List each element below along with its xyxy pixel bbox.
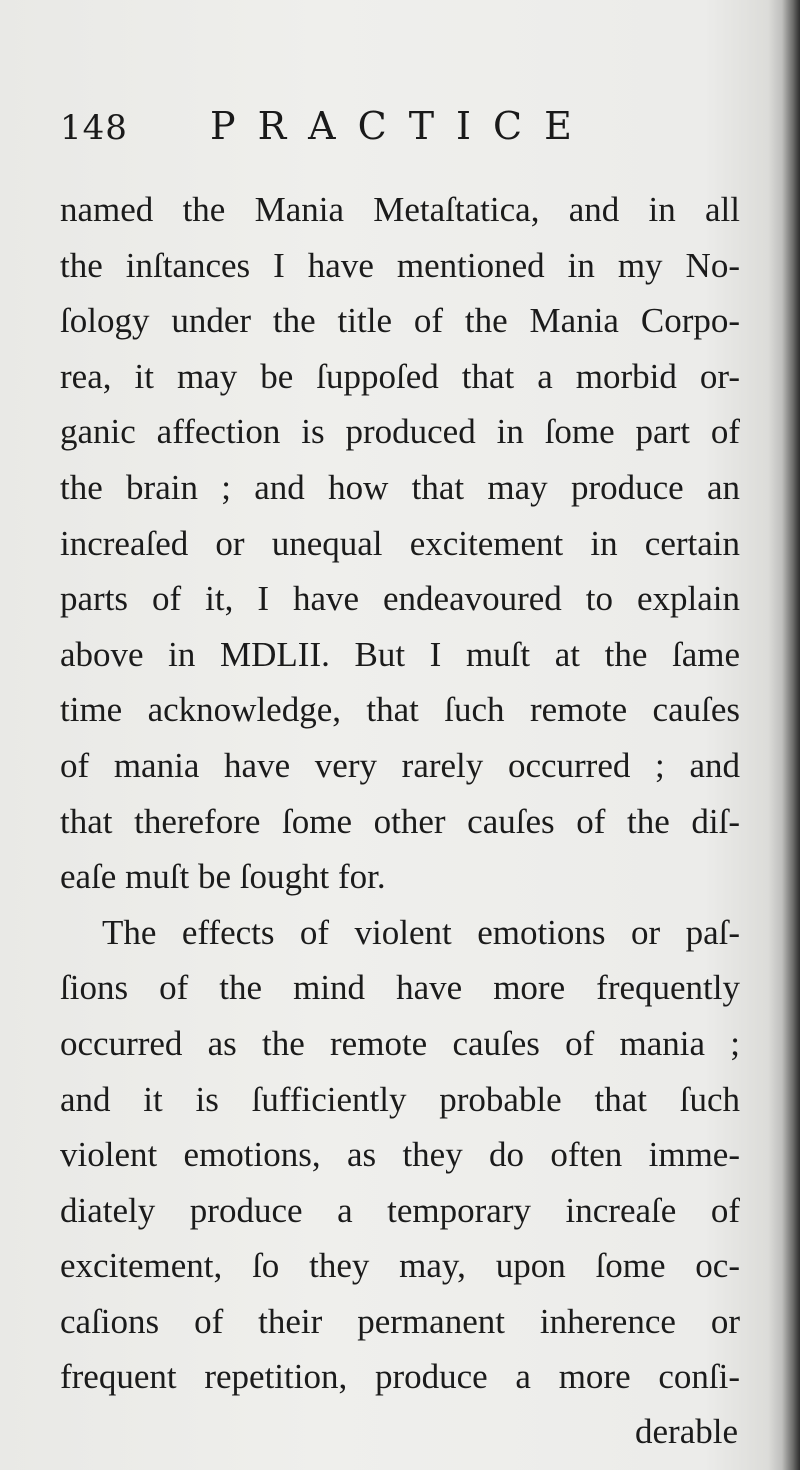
text-line: ſology under the title of the Mania Corpo- <box>60 301 740 341</box>
paragraph-1 <box>60 182 740 905</box>
catchword: derable <box>635 1412 738 1451</box>
page-header <box>60 100 740 160</box>
text-line: violent emotions, as they do often imme- <box>60 1135 740 1175</box>
text-line: ſions of the mind have more frequently <box>60 968 740 1008</box>
text-line: that therefore ſome other cauſes of the diſ- <box>60 801 740 841</box>
text-line: of mania have very rarely occurred ; and <box>60 745 740 785</box>
text-line: the inſtances I have mentioned in my No- <box>60 245 740 285</box>
text-line: ganic affection is produced in ſome part of <box>60 412 740 452</box>
body-text <box>60 182 740 1405</box>
paragraph-2 <box>60 905 740 1405</box>
text-line: excitement, ſo they may, upon ſome oc- <box>60 1246 740 1286</box>
text-line: above in MDLII. But I muſt at the ſame <box>60 634 740 674</box>
text-line: increaſed or unequal excitement in certain <box>60 523 740 563</box>
text-line: the brain ; and how that may produce an <box>60 467 740 507</box>
text-line: The effects of violent emotions or paſ- <box>102 912 740 952</box>
text-line: frequent repetition, produce a more conſi- <box>60 1357 740 1397</box>
text-line: parts of it, I have endeavoured to explain <box>60 579 740 619</box>
text-line: caſions of their permanent inherence or <box>60 1301 740 1341</box>
text-line: eaſe muſt be ſought for. <box>60 857 386 897</box>
text-line: named the Mania Metaſtatica, and in all <box>60 190 740 229</box>
running-head: PRACTICE <box>210 104 594 148</box>
text-line: rea, it may be ſuppoſed that a morbid or- <box>60 356 740 396</box>
text-line: occurred as the remote cauſes of mania ; <box>60 1023 740 1063</box>
text-line: diately produce a temporary increaſe of <box>60 1190 740 1230</box>
text-line: time acknowledge, that ſuch remote cauſes <box>60 690 740 730</box>
text-line: and it is ſufficiently probable that ſuch <box>60 1079 740 1119</box>
page-number: 148 <box>60 108 128 148</box>
